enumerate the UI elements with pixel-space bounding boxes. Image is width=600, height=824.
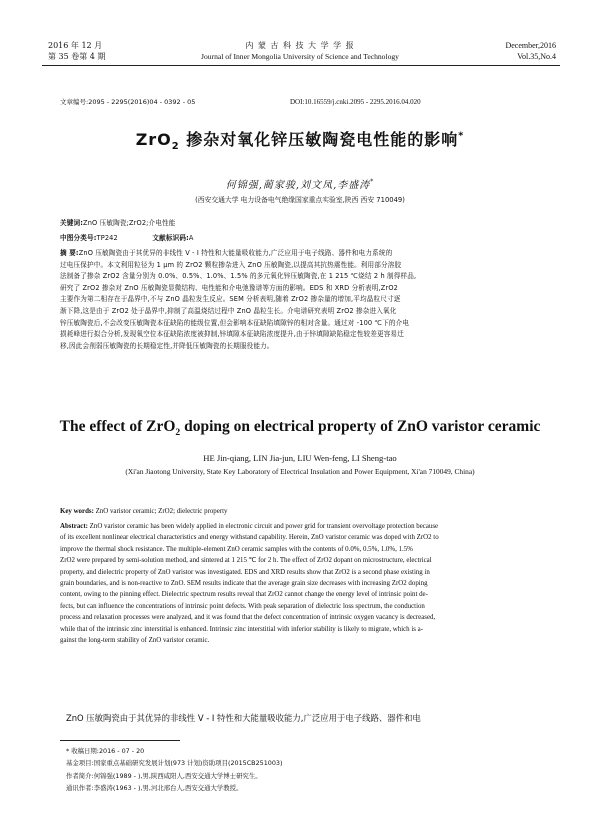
doi: DOI:10.16559/j.cnki.2095 - 2295.2016.04.020 xyxy=(290,98,421,106)
header-date-en: December,2016 xyxy=(505,41,556,50)
keywords-zh-text: ZnO 压敏陶瓷;ZrO2;介电性能 xyxy=(83,219,176,227)
abstract-zh-line: 损耗峰进行拟合分析,发现氧空位本征缺陷浓度被抑制,锌填隙本征缺陷浓度提升,由于锌填隙缺陷稳定性较差更容易迁 xyxy=(60,330,404,339)
body-first-line: ZnO 压敏陶瓷由于其优异的非线性 V - I 特性和大能量吸收能力,广泛应用于电子线路、器件和电 xyxy=(66,713,421,723)
classification-zh xyxy=(60,233,194,245)
doc-code-value: A xyxy=(188,234,194,242)
header-right xyxy=(505,40,556,62)
abstract-zh-line: 主要作为第二相存在于晶界中,不与 ZnO 晶粒发生反应。SEM 分析表明,随着 ZrO2 掺杂量的增加,平均晶粒尺寸逐 xyxy=(60,295,401,304)
keywords-zh xyxy=(60,218,176,230)
abstract-zh-line: 移,因此会削弱压敏陶瓷的长期稳定性,并降低压敏陶瓷的长期服役能力。 xyxy=(60,341,274,350)
abstract-en-line: process and relaxation processes were analyzed, and it was found that the defect concentration of intrinsic oxygen vacancy is decreased, xyxy=(60,614,436,622)
authors-zh-names: 何锦强,蔺家骏,刘文凤,李盛涛 xyxy=(225,180,371,191)
footnote-received: * 收稿日期:2016 - 07 - 20 xyxy=(66,747,145,755)
footnote-funding: 基金项目:国家重点基础研究发展计划(973 计划)资助项目(2015CB251003) xyxy=(66,759,283,768)
affiliation-en: (Xi'an Jiaotong University, State Key Laboratory of Electrical Insulation and Power Equipment, Xi'an 710049, China) xyxy=(125,467,475,476)
class-label: 中图分类号: xyxy=(60,234,97,242)
journal-name-zh: 内 蒙 古 科 技 大 学 学 报 xyxy=(245,41,355,50)
abstract-zh-line: 过电压保护中。本文利用粒径为 1 μm 的 ZrO2 颗粒掺杂进入 ZnO 压敏陶瓷,以提高其抗热震性能。利用部分溶胶 xyxy=(60,260,402,269)
abstract-zh-line: 锌压敏陶瓷后,不会改变压敏陶瓷本征缺陷的能级位置,但会影响本征缺陷填隙锌的相对含量。通过对 -100 ℃下的介电 xyxy=(60,318,410,327)
abstract-en-line: ZrO2 were prepared by semi-solution method, and sintered at 1 215 ℃ for 2 h. The effect of ZrO2 dopant on microstructure, electrical xyxy=(60,557,432,565)
abstract-en-line: property, and dielectric property of ZnO varistor was investigated. EDS and XRD results show that ZrO2 is a second phase existing in xyxy=(60,568,430,576)
header-volume-en: Vol.35,No.4 xyxy=(517,52,556,61)
header-left xyxy=(48,40,105,62)
keywords-en-text: ZnO varistor ceramic; ZrO2; dielectric property xyxy=(95,508,228,515)
title-en xyxy=(0,418,600,438)
authors-en: HE Jin-qiang, LIN Jia-jun, LIU Wen-feng, LI Sheng-tao xyxy=(203,453,397,463)
class-value: TP242 xyxy=(96,234,118,242)
footnote-corresponding: 通讯作者:李盛涛(1963 - ),男,河北邢台人,西安交通大学教授。 xyxy=(66,784,243,793)
abstract-en-line: while that of the intrinsic zinc interstitial is enhanced. Intrinsic zinc interstitial with inferior stability is likely to migrate, which is a- xyxy=(60,625,424,633)
header-center xyxy=(150,40,450,62)
abstract-zh-line: 法制备了掺杂 ZrO2 含量分别为 0.0%、0.5%、1.0%、1.5% 的多元氧化锌压敏陶瓷,在 1 215 ℃烧结 2 h 制得样品, xyxy=(60,272,417,281)
abstract-en-line: fects, but can influence the concentrations of intrinsic point defects. With peak separation of dielectric loss spectrum, the conduction xyxy=(60,602,425,610)
abstract-zh-line: ZnO 压敏陶瓷由于其优异的非线性 V - I 特性和大能量吸收能力,广泛应用于电子线路、器件和电力系统的 xyxy=(78,249,393,257)
abstract-en-line: ZnO varistor ceramic has been widely applied in electronic circuit and power grid for transient overvoltage protection because xyxy=(89,523,439,530)
abstract-zh-line: 渐下降,这是由于 ZrO2 处于晶界中,抑制了高温烧结过程中 ZnO 晶粒生长。介电谱研究表明 ZrO2 掺杂进入氧化 xyxy=(60,306,397,315)
footnote-rule xyxy=(60,740,180,741)
article-number: 文章编号:2095 - 2295(2016)04 - 0392 - 05 xyxy=(60,98,196,106)
abstract-zh-line: 研究了 ZrO2 掺杂对 ZnO 压敏陶瓷显微结构、电性能和介电弛豫谱等方面的影响。EDS 和 XRD 分析表明,ZrO2 xyxy=(60,283,399,292)
header-volume: 第 35 卷第 4 期 xyxy=(48,52,106,61)
keywords-en-label: Key words: xyxy=(60,508,94,515)
title-en-part1: The effect of ZrO xyxy=(59,418,176,435)
abstract-en-line: content, owing to the pinning effect. Dielectric spectrum results reveal that ZrO2 cannot change the energy level of intrinsic point de- xyxy=(60,591,428,599)
header-rule xyxy=(42,65,560,66)
footnote-author-bio: 作者简介:何锦强(1989 - ),男,陕西咸阳人,西安交通大学博士研究生。 xyxy=(66,771,262,780)
abstract-zh-label: 摘 要: xyxy=(60,249,79,257)
abstract-en-line: of its excellent nonlinear electrical characteristics and energy withstand capability. Herein, ZnO varistor ceramic was doped with ZrO2 to xyxy=(60,534,439,542)
abstract-en-line: grain boundaries, and is non-reactive to ZnO. SEM results indicate that the average grain size decreases with increasing ZrO2 doping xyxy=(60,580,428,588)
journal-name-en: Journal of Inner Mongolia University of Science and Technology xyxy=(201,52,399,61)
header-date: 2016 年 12 月 xyxy=(48,41,103,50)
keywords-en xyxy=(60,506,227,517)
affiliation-zh: (西安交通大学 电力设备电气绝缘国家重点实验室,陕西 西安 710049) xyxy=(195,196,405,204)
title-zh xyxy=(0,127,600,152)
title-en-sub: 2 xyxy=(175,427,181,439)
abstract-en-label: Abstract: xyxy=(60,523,88,530)
footnotes xyxy=(66,745,282,795)
doc-code-label: 文献标识码: xyxy=(152,234,189,242)
abstract-en-line: improve the thermal shock resistance. The multiple-element ZnO ceramic samples with the contents of 0.0%, 0.5%, 1.0%, 1.5% xyxy=(60,545,413,553)
title-zh-mark: * xyxy=(458,130,465,142)
title-en-part2: doping on electrical property of ZnO varistor ceramic xyxy=(180,418,541,435)
authors-zh xyxy=(0,176,600,191)
keywords-zh-label: 关键词: xyxy=(60,219,84,227)
abstract-zh xyxy=(60,248,546,352)
title-zh-formula: ZrO xyxy=(135,130,172,149)
title-zh-sub: 2 xyxy=(171,141,180,153)
abstract-en-line: gainst the long-term stability of ZnO varistor ceramic. xyxy=(60,637,210,645)
authors-zh-mark: * xyxy=(370,178,375,186)
title-zh-text: 掺杂对氧化锌压敏陶瓷电性能的影响 xyxy=(179,130,459,149)
abstract-en xyxy=(60,521,546,646)
